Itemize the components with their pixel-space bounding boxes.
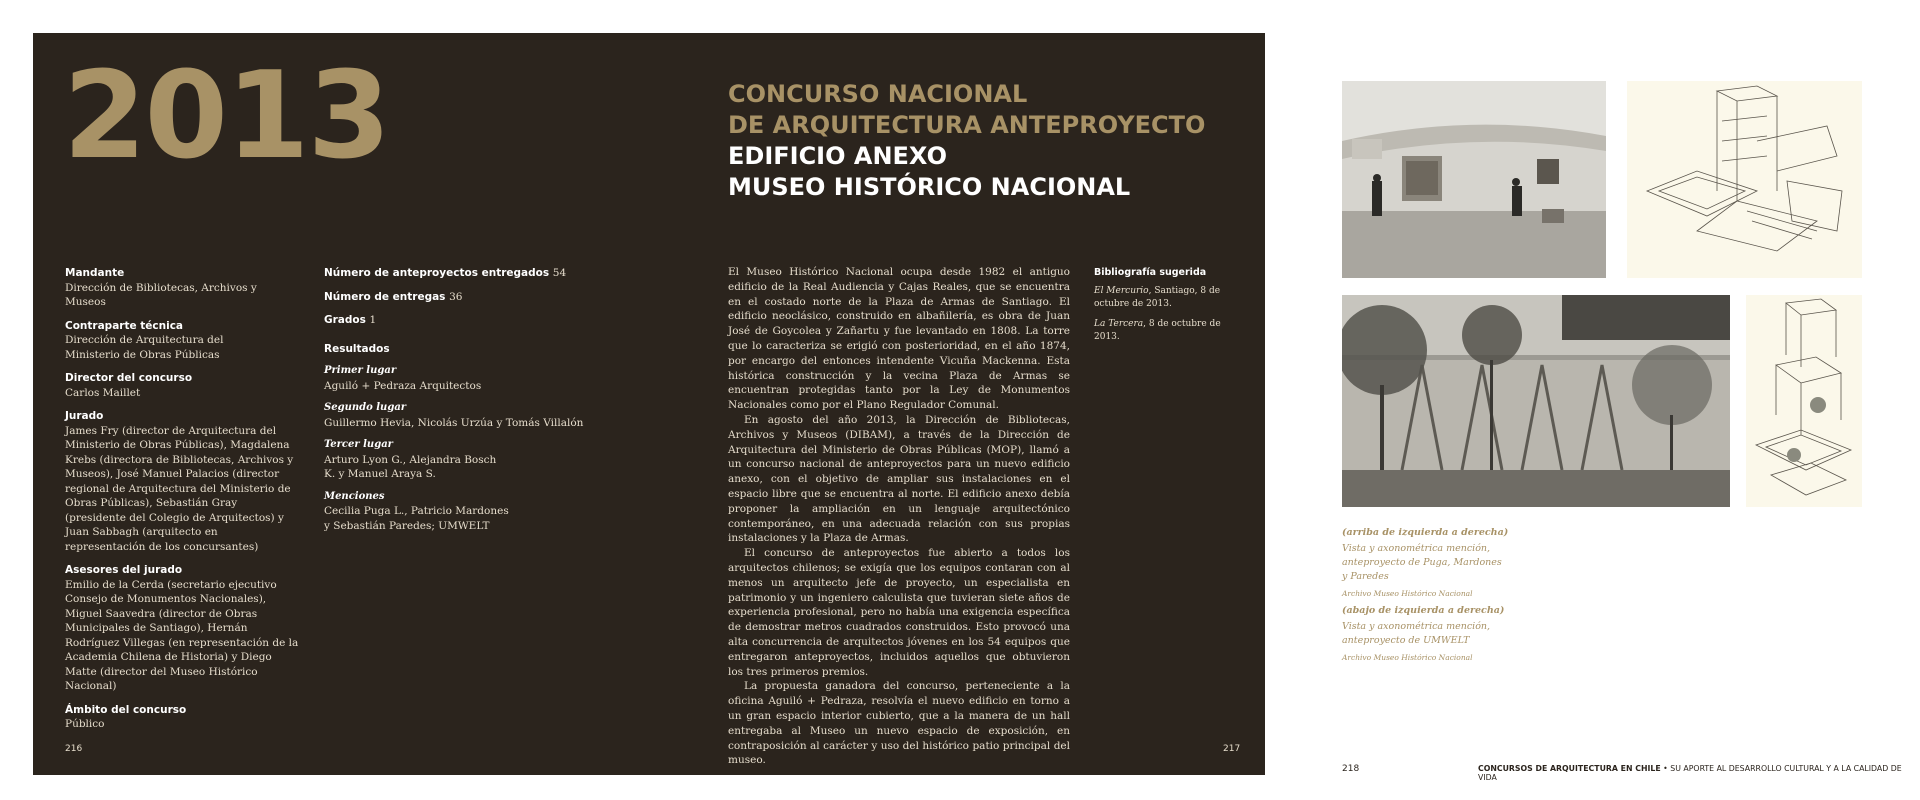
fact-label: Director del concurso <box>65 372 193 384</box>
dark-page-spread <box>33 33 1265 775</box>
result-names: Cecilia Puga L., Patricio Mardones y Sebastián Paredes; UMWELT <box>324 505 509 532</box>
bibliography-entry <box>1094 285 1234 311</box>
bibliography-source: La Tercera <box>1094 319 1144 329</box>
result-names: Aguiló + Pedraza Arquitectos <box>324 379 482 392</box>
fact-label: Ámbito del concurso <box>65 703 187 716</box>
title-line-2: DE ARQUITECTURA ANTEPROYECTO <box>728 111 1206 139</box>
stat-value: 1 <box>369 314 377 326</box>
fact-value: James Fry (director de Arquitectura del Ministerio de Obras Públicas), Magdalena Krebs (directora de Bibliotecas, Archivos y Museos), José Manuel Palacios (director regional de Arquitectura del Ministerio de Obras Públicas), Sebastián Gray (presidente del Colegio de Arquitectos) y Juan Sabbagh (arquitecto en representación de los concursantes) <box>65 424 294 553</box>
bibliography-detail: , 8 de octubre de 2013. <box>1094 319 1221 342</box>
caption-text: Vista y axonométrica mención, anteproyecto de UMWELT <box>1342 621 1491 646</box>
fact-value: Público <box>65 718 105 730</box>
result-place: Primer lugar <box>324 365 397 376</box>
axonometric-drawing-1 <box>1627 81 1862 278</box>
body-paragraph: En agosto del año 2013, la Dirección de Bibliotecas, Archivos y Museos (DIBAM), a través de la Dirección de Arquitectura del Ministerio de Obras Públicas (MOP), llamó a un concurso nacional de anteproyectos para un nuevo edificio anexo, con el objetivo de ampliar sus instalaciones en el espacio libre que se encuentra al norte. El edificio anexo debía proponer la ampliación en un lenguaje arquitectónico contemporáneo, en una adecuada relación con sus propias instalaciones y la Plaza de Armas. <box>728 413 1070 545</box>
result-names: Arturo Lyon G., Alejandra Bosch K. y Manuel Araya S. <box>324 453 497 480</box>
fact-label: Asesores del jurado <box>65 564 183 576</box>
year-heading: 2013 <box>63 47 389 186</box>
stat-row <box>324 313 584 328</box>
page-number-right: 218 <box>1342 764 1360 774</box>
stat-value: 54 <box>552 267 567 279</box>
page-number-middle: 217 <box>1223 744 1241 754</box>
result-place: Menciones <box>324 490 385 502</box>
running-footer <box>1478 764 1920 782</box>
stat-row <box>324 266 584 281</box>
title-line-1: CONCURSO NACIONAL <box>728 80 1028 108</box>
bibliography-heading: Bibliografía sugerida <box>1094 267 1207 278</box>
results-column <box>324 266 584 533</box>
fact-value: Dirección de Arquitectura del Ministerio de Obras Públicas <box>65 334 224 361</box>
bibliography-entry <box>1094 318 1234 344</box>
stat-label: Número de anteproyectos entregados <box>324 267 550 279</box>
caption-bottom <box>1342 604 1510 665</box>
article-body <box>728 265 1070 768</box>
result-place: Tercer lugar <box>324 439 393 450</box>
caption-heading: (arriba de izquierda a derecha) <box>1342 527 1509 538</box>
bibliography <box>1094 266 1234 351</box>
result-place: Segundo lugar <box>324 402 407 413</box>
stat-row <box>324 290 584 305</box>
caption-heading: (abajo de izquierda a derecha) <box>1342 605 1505 616</box>
fact-label: Jurado <box>65 410 104 422</box>
fact-value: Dirección de Bibliotecas, Archivos y Museos <box>65 281 257 308</box>
stat-value: 36 <box>449 290 463 303</box>
body-paragraph: La propuesta ganadora del concurso, perteneciente a la oficina Aguiló + Pedraza, resolvía el nuevo edificio en torno a un gran espacio interior cubierto, que a la manera de un hall entregaba al Museo un nuevo espacio de exposición, en contraposición al carácter y uso del histórico patio principal del museo. <box>728 680 1070 767</box>
fact-label: Mandante <box>65 267 125 279</box>
axonometric-drawing-2 <box>1746 295 1862 507</box>
fact-value: Carlos Maillet <box>65 386 141 399</box>
result-names: Guillermo Hevia, Nicolás Urzúa y Tomás Villalón <box>324 416 584 429</box>
footer-book-title: CONCURSOS DE ARQUITECTURA EN CHILE <box>1478 764 1661 773</box>
body-paragraph: El concurso de anteproyectos fue abierto a todos los arquitectos chilenos; se exigía que los equipos contaran con al menos un arquitecto jefe de proyecto, un especialista en patrimonio y un ingeniero calculista que tuvieran siete años de experiencia profesional, pero no había una exigencia específica de demostrar metros cuadrados construidos. Esto provocó una alta concurrencia de arquitectos jóvenes en los 54 equipos que entregaron anteproyectos, incluidos aquellos que obtuvieron los tres primeros premios. <box>728 547 1070 678</box>
caption-source: Archivo Museo Histórico Nacional <box>1342 589 1473 598</box>
body-paragraph: El Museo Histórico Nacional ocupa desde 1982 el antiguo edificio de la Real Audiencia y Cajas Reales, que se encuentra en el costado norte de la Plaza de Armas de Santiago. El edificio neoclásico, construido en albañilería, es obra de Juan José de Goycolea y Zañartu y fue levantado en 1808. La torre que lo caracteriza se erigió con posterioridad, en el año 1874, por encargo del entonces intendente Vicuña Mackenna. Esta histórica construcción y la vecina Plaza de Armas se encuentran protegidas tanto por la Ley de Monumentos Nacionales como por el Plano Regulador Comunal. <box>728 266 1070 412</box>
gallery-interior-photo <box>1342 81 1606 278</box>
page-number-left: 216 <box>65 744 83 754</box>
facts-column <box>65 266 300 732</box>
bibliography-detail: , Santiago, 8 de octubre de 2013. <box>1094 286 1221 309</box>
fact-value: Emilio de la Cerda (secretario ejecutivo Consejo de Monumentos Nacionales), Miguel Saavedra (director de Obras Municipales de Santiago), Hernán Rodríguez Villegas (en representación de la Academia Chilena de Historia) y Diego Matte (director del Museo Histórico Nacional) <box>65 578 299 692</box>
results-heading: Resultados <box>324 342 390 355</box>
bibliography-source: El Mercurio <box>1094 286 1149 296</box>
footer-subtitle: SU APORTE AL DESARROLLO CULTURAL Y A LA CALIDAD DE VIDA <box>1478 764 1902 782</box>
stat-label: Número de entregas <box>324 290 446 303</box>
fact-label: Contraparte técnica <box>65 319 184 332</box>
stat-label: Grados <box>324 314 366 326</box>
caption-source: Archivo Museo Histórico Nacional <box>1342 653 1473 662</box>
title-line-4: MUSEO HISTÓRICO NACIONAL <box>728 173 1131 201</box>
courtyard-render-photo <box>1342 295 1730 507</box>
caption-top <box>1342 526 1510 601</box>
title-line-3: EDIFICIO ANEXO <box>728 142 947 170</box>
footer-separator: • <box>1660 764 1671 773</box>
competition-title <box>728 79 1205 203</box>
caption-text: Vista y axonométrica mención, anteproyecto de Puga, Mardones y Paredes <box>1342 543 1502 582</box>
